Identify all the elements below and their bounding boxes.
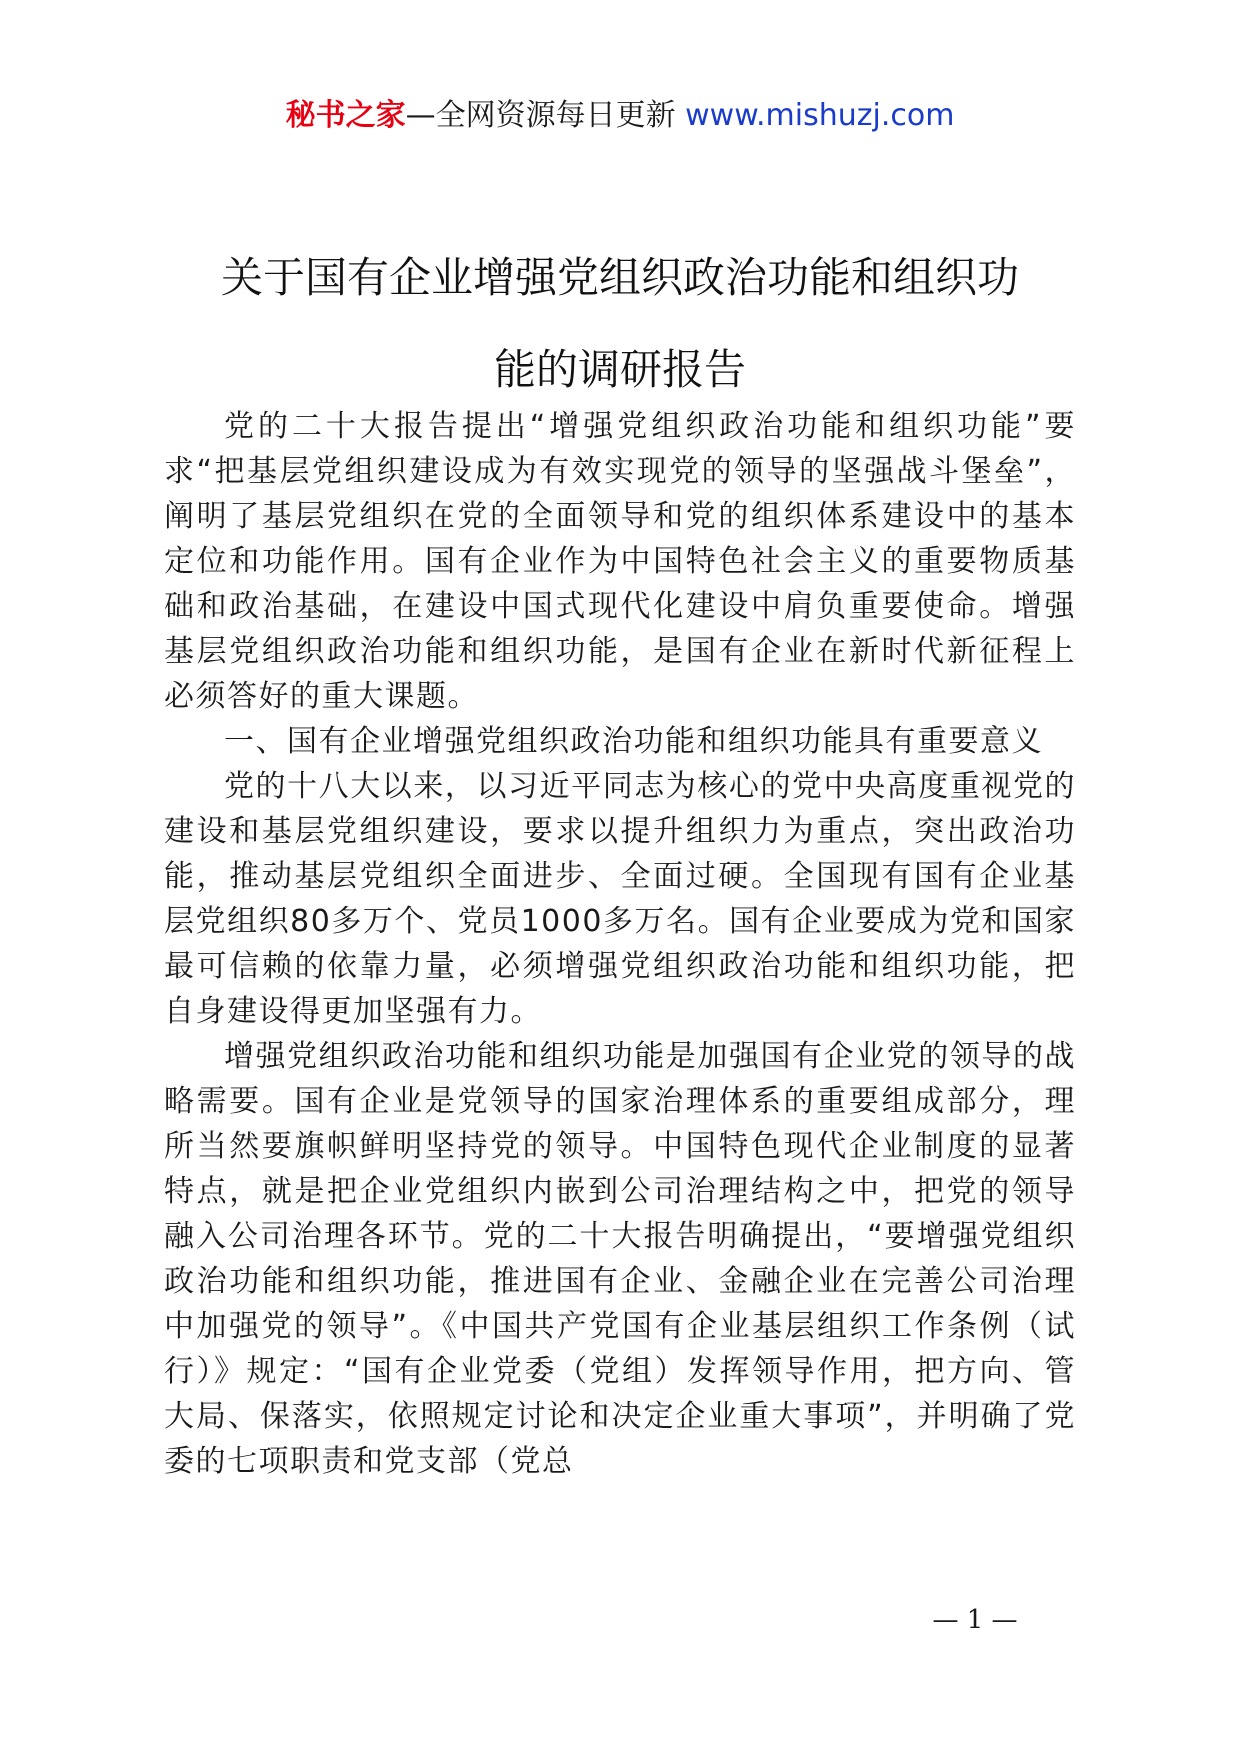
document-title-line-2: 能的调研报告 — [493, 345, 746, 394]
body-paragraph: 党的十八大以来，以习近平同志为核心的党中央高度重视党的建设和基层党组织建设，要求以提升组织力为重点，突出政治功能，推动基层党组织全面进步、全面过硬。全国现有国有企业基层党组织80多万个、党员1000多万名。国有企业要成为党和国家最可信赖的依靠力量，必须增强党组织政治功能和组织功能，把自身建设得更加坚强有力。 — [164, 769, 1076, 1029]
body-paragraph: 增强党组织政治功能和组织功能是加强国有企业党的领导的战略需要。国有企业是党领导的国家治理体系的重要组成部分，理所当然要旗帜鲜明坚持党的领导。中国特色现代企业制度的显著特点，就是把企业党组织内嵌到公司治理结构之中，把党的领导融入公司治理各环节。党的二十大报告明确提出，“要增强党组织政治功能和组织功能，推进国有企业、金融企业在完善公司治理中加强党的领导”。《中国共产党国有企业基层组织工作条例（试行）》规定：“国有企业党委（党组）发挥领导作用，把方向、管大局、保落实，依照规定讨论和决定企业重大事项”，并明确了党委的七项职责和党支部（党总 — [164, 1039, 1076, 1479]
page-number: — 1 — — [932, 1605, 1018, 1635]
document-title-line-1: 关于国有企业增强党组织政治功能和组织功 — [220, 253, 1019, 302]
site-tagline: —全网资源每日更新 — [405, 98, 686, 133]
document-body — [164, 404, 1076, 1484]
document-title — [120, 232, 1120, 416]
site-url-link[interactable]: www.mishuzj.com — [685, 98, 955, 133]
site-header — [0, 96, 1240, 136]
body-paragraph: 党的二十大报告提出“增强党组织政治功能和组织功能”要求“把基层党组织建设成为有效实现党的领导的坚强战斗堡垒”，阐明了基层党组织在党的全面领导和党的组织体系建设中的基本定位和功能作用。国有企业作为中国特色社会主义的重要物质基础和政治基础，在建设中国式现代化建设中肩负重要使命。增强基层党组织政治功能和组织功能，是国有企业在新时代新征程上必须答好的重大课题。 — [164, 409, 1076, 714]
section-heading: 一、国有企业增强党组织政治功能和组织功能具有重要意义 — [224, 724, 1043, 759]
site-brand: 秘书之家 — [285, 98, 406, 133]
